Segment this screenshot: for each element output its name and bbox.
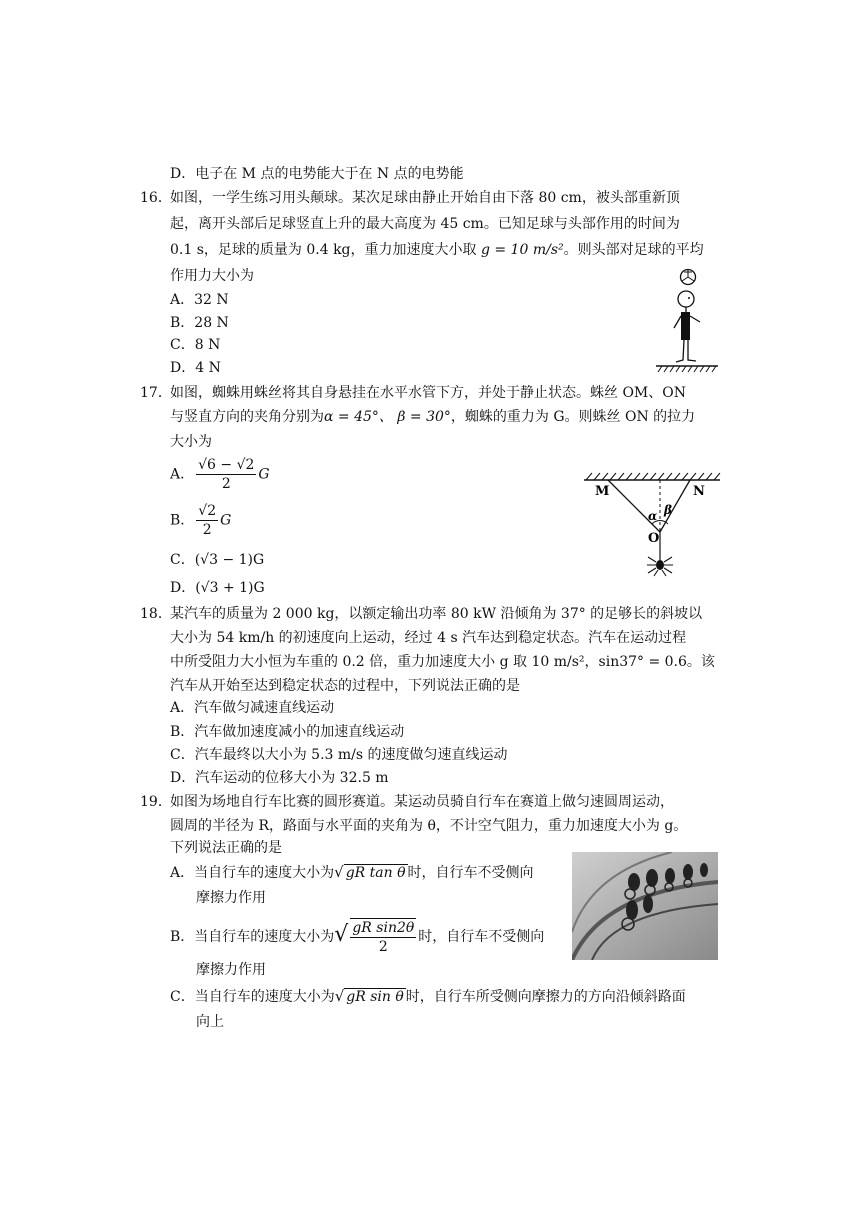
q19-option-c-tail: 时，自行车所受侧向摩擦力的方向沿倾斜路面 bbox=[405, 989, 686, 1005]
label-m: M bbox=[595, 484, 610, 499]
q18-option-b: B．汽车做加速度减小的加速直线运动 bbox=[170, 724, 405, 740]
q19-option-b-line-2: 摩擦力作用 bbox=[196, 962, 266, 978]
q17-stem-line-2b: ，蜘蛛的重力为 G。则蛛丝 ON 的拉力 bbox=[450, 409, 696, 425]
q19-option-c-radicand: gR sin θ bbox=[346, 989, 404, 1005]
q18-option-c: C．汽车最终以大小为 5.3 m/s 的速度做匀速直线运动 bbox=[170, 747, 508, 763]
q19-number: 19． bbox=[140, 794, 172, 810]
q19-figure-cycling-track-photo bbox=[572, 852, 718, 960]
label-alpha: α bbox=[648, 509, 658, 523]
q17-option-a-fraction bbox=[196, 456, 256, 493]
q19-option-b-tail: 时，自行车不受侧向 bbox=[418, 929, 545, 945]
q16-stem-line-4: 作用力大小为 bbox=[170, 268, 254, 284]
q17-stem-line-3: 大小为 bbox=[170, 434, 212, 450]
q16-stem-line-2: 起，离开头部后足球竖直上升的最大高度为 45 cm。已知足球与头部作用的时间为 bbox=[170, 216, 680, 232]
q17-figure-spider bbox=[582, 468, 722, 578]
q16-option-b: B．28 N bbox=[170, 315, 229, 331]
q17-option-b-fraction bbox=[196, 502, 218, 539]
q17-option-a-label: A． bbox=[170, 466, 195, 483]
q18-option-d: D．汽车运动的位移大小为 32.5 m bbox=[170, 770, 389, 786]
q16-number: 16． bbox=[140, 190, 172, 206]
q16-stem-line-3a: 0.1 s，足球的质量为 0.4 kg，重力加速度大小取 bbox=[170, 242, 481, 258]
q18-number: 18． bbox=[140, 606, 172, 622]
q15-option-d: D．电子在 M 点的电势能大于在 N 点的电势能 bbox=[170, 166, 464, 182]
q18-option-a: A．汽车做匀减速直线运动 bbox=[170, 700, 335, 716]
q17-option-b-numerator: √2 bbox=[198, 503, 217, 519]
q19-option-a: A．当自行车的速度大小为√ gR tan θ 时，自行车不受侧向 bbox=[170, 863, 534, 881]
football-icon bbox=[681, 270, 696, 285]
q17-angle-values: α = 45°、 β = 30° bbox=[324, 409, 451, 425]
q19-option-a-radicand: gR tan θ bbox=[345, 865, 406, 881]
q17-option-a bbox=[170, 456, 270, 493]
q17-number: 17． bbox=[140, 385, 172, 401]
q17-option-b-label: B． bbox=[170, 512, 195, 529]
q19-option-c: C．当自行车的速度大小为√ gR sin θ 时，自行车所受侧向摩擦力的方向沿倾斜路面 bbox=[170, 987, 686, 1005]
q18-stem-line-4: 汽车从开始至达到稳定状态的过程中，下列说法正确的是 bbox=[170, 678, 520, 694]
q19-stem-line-2: 圆周的半径为 R，路面与水平面的夹角为 θ，不计空气阻力，重力加速度大小为 g。 bbox=[170, 818, 688, 834]
q19-option-c-line-2: 向上 bbox=[196, 1014, 224, 1030]
q17-stem-line-1: 如图，蜘蛛用蛛丝将其自身悬挂在水平水管下方，并处于静止状态。蛛丝 OM、ON bbox=[170, 385, 686, 401]
q19-stem-line-1: 如图为场地自行车比赛的圆形赛道。某运动员骑自行车在赛道上做匀速圆周运动， bbox=[170, 794, 674, 810]
pipe-hatch bbox=[584, 473, 720, 480]
q16-stem-line-3 bbox=[170, 240, 704, 260]
q17-option-d: D．(√3 + 1)G bbox=[170, 580, 265, 596]
q17-option-a-numerator: √6 − √2 bbox=[198, 457, 255, 473]
q16-option-c: C．8 N bbox=[170, 337, 221, 353]
q19-stem-line-3: 下列说法正确的是 bbox=[170, 840, 282, 856]
q18-stem-line-1: 某汽车的质量为 2 000 kg，以额定输出功率 80 kW 沿倾角为 37° 的足够长的斜坡以 bbox=[170, 606, 703, 622]
q17-option-a-denominator: 2 bbox=[221, 476, 231, 492]
q19-option-b-text: B．当自行车的速度大小为 bbox=[170, 929, 335, 945]
q16-stem-line-1: 如图，一学生练习用头颠球。某次足球由静止开始自由下落 80 cm，被头部重新顶 bbox=[170, 190, 680, 206]
student-icon bbox=[674, 291, 700, 362]
ground-hatch bbox=[656, 366, 718, 372]
q16-gravity-formula: g = 10 m/s² bbox=[480, 242, 564, 258]
q19-option-a-text: A．当自行车的速度大小为 bbox=[170, 865, 335, 881]
q19-option-b: B．当自行车的速度大小为√ $\frac{\text{gR sin2θ}}{2}$ 时，自行车不受侧向 bbox=[170, 920, 545, 955]
q16-option-d: D．4 N bbox=[170, 360, 221, 376]
q17-option-b-g: G bbox=[220, 512, 232, 529]
q18-stem-line-2: 大小为 54 km/h 的初速度向上运动，经过 4 s 汽车达到稳定状态。汽车在运动过程 bbox=[170, 630, 687, 646]
q16-stem-line-3b: 。则头部对足球的平均 bbox=[563, 242, 704, 258]
q17-option-b bbox=[170, 502, 231, 539]
q19-option-b-fraction bbox=[350, 918, 416, 956]
q16-figure-heading-ball bbox=[640, 262, 720, 374]
label-o: O bbox=[648, 531, 660, 546]
q17-option-b-denominator: 2 bbox=[202, 522, 212, 538]
silk-om bbox=[608, 480, 660, 532]
q17-stem-line-2a: 与竖直方向的夹角分别为 bbox=[170, 409, 324, 425]
q16-option-a: A．32 N bbox=[170, 292, 229, 308]
label-n: N bbox=[693, 484, 705, 499]
label-beta: β bbox=[664, 503, 672, 517]
q19-option-b-numerator: gR sin2θ bbox=[352, 920, 415, 936]
q19-option-a-line-2: 摩擦力作用 bbox=[196, 890, 266, 906]
q17-option-c: C．(√3 − 1)G bbox=[170, 552, 265, 568]
q19-option-b-denominator: 2 bbox=[378, 939, 388, 955]
q19-option-c-text: C．当自行车的速度大小为 bbox=[170, 989, 335, 1005]
q17-option-a-g: G bbox=[258, 466, 270, 483]
q17-stem-line-2 bbox=[170, 407, 695, 427]
q18-stem-line-3: 中所受阻力大小恒为车重的 0.2 倍，重力加速度大小 g 取 10 m/s²，sin37° = 0.6。该 bbox=[170, 654, 715, 670]
q19-option-a-tail: 时，自行车不受侧向 bbox=[407, 865, 534, 881]
